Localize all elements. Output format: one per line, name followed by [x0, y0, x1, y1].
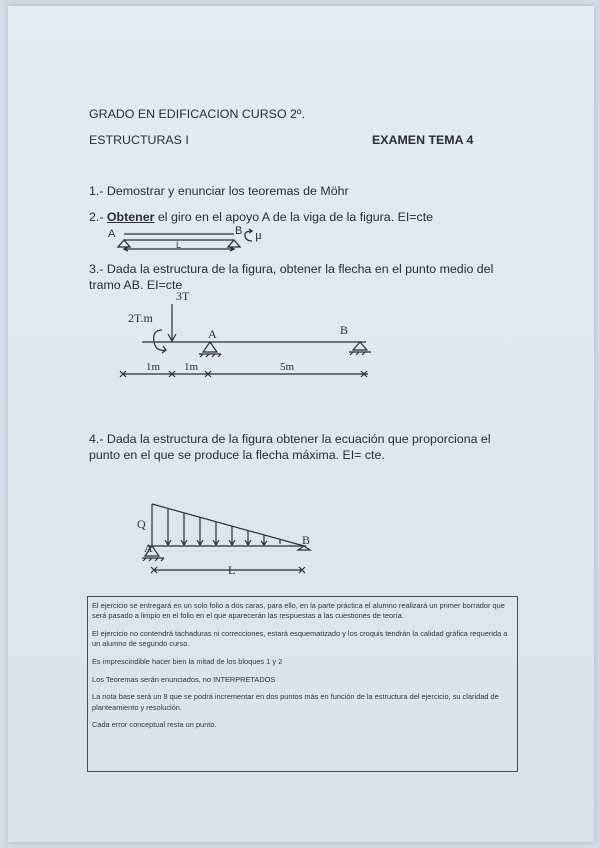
- load-slope-line: [152, 504, 304, 546]
- distributed-load-arrows: [165, 509, 280, 545]
- fig3-force-label: 3T: [176, 290, 190, 303]
- fig4-label-b: B: [302, 533, 311, 547]
- fig3-moment-label: 2T.m: [128, 311, 153, 325]
- instruction-5: La nota base será un 8 que se podrá incrementar en dos puntos más en función de la estructura del ejercicio, su claridad de planteamiento y resolución.: [92, 692, 499, 712]
- instruction-2: El ejercicio no contendrá tachaduras ni correcciones, estará esquematizado y los croquis tendrán la calidad gráfica requerida a un alumno de segundo curso.: [92, 629, 508, 649]
- fig3-label-b: B: [340, 323, 349, 337]
- course-heading: GRADO EN EDIFICACION CURSO 2º.: [89, 107, 305, 121]
- fig3-dim-2: 1m: [184, 361, 199, 373]
- question-1: 1.- Demostrar y enunciar los teoremas de Möhr: [89, 184, 349, 198]
- figure-4-beam: [134, 496, 334, 578]
- fig2-label-a: A: [108, 228, 116, 240]
- instruction-4: Los Teoremas serán enunciados, no INTERPRETADOS: [92, 674, 276, 684]
- fig2-label-l: L: [176, 240, 182, 250]
- fig3-label-a: A: [208, 327, 217, 341]
- question-4: 4.- Dada la estructura de la figura obtener la ecuación que proporciona el punto en el que se produce la flecha máxima. EI= cte.: [89, 432, 491, 462]
- moment-arrow-icon: [245, 231, 252, 241]
- subject-title: ESTRUCTURAS I: [89, 133, 189, 147]
- question-2-verb: Obtener: [106, 210, 155, 224]
- fig3-dim-1: 1m: [146, 361, 161, 373]
- figure-3-beam: [104, 290, 384, 384]
- exam-instructions-box: [87, 596, 518, 772]
- support-b-icon: [228, 240, 240, 247]
- question-2-text: el giro en el apoyo A de la viga de la figura. EI=cte: [154, 210, 434, 224]
- question-2-number: 2.-: [89, 210, 107, 224]
- figure-2-beam: [104, 224, 274, 258]
- support-b-icon: [353, 342, 367, 350]
- question-3: 3.- Dada la estructura de la figura, obtener la flecha en el punto medio del tramo AB. EI=cte: [89, 262, 494, 292]
- support-a-icon: [203, 342, 217, 352]
- fig4-label-a: A: [144, 541, 153, 555]
- fig3-dim-3: 5m: [280, 361, 295, 373]
- exam-title: EXAMEN TEMA 4: [372, 133, 474, 147]
- instruction-6: Cada error conceptual resta un punto.: [92, 720, 217, 730]
- instruction-3: Es imprescindible hacer bien la mitad de los bloques 1 y 2: [92, 657, 283, 666]
- fig2-label-b: B: [235, 225, 243, 237]
- support-a-icon: [118, 240, 130, 247]
- fig4-label-l: L: [228, 563, 236, 577]
- fig2-label-moment: μ: [255, 227, 262, 242]
- fig4-label-q: Q: [137, 517, 146, 531]
- question-2: [89, 210, 433, 224]
- instruction-1: El ejercicio se entregará en un solo folio a dos caras, para ello, en la parte práctica el alumno realizará un primer borrador que será pasado a limpio en el folio en el que aparecerán las respuestas a las cuestiones de teoría.: [92, 601, 505, 621]
